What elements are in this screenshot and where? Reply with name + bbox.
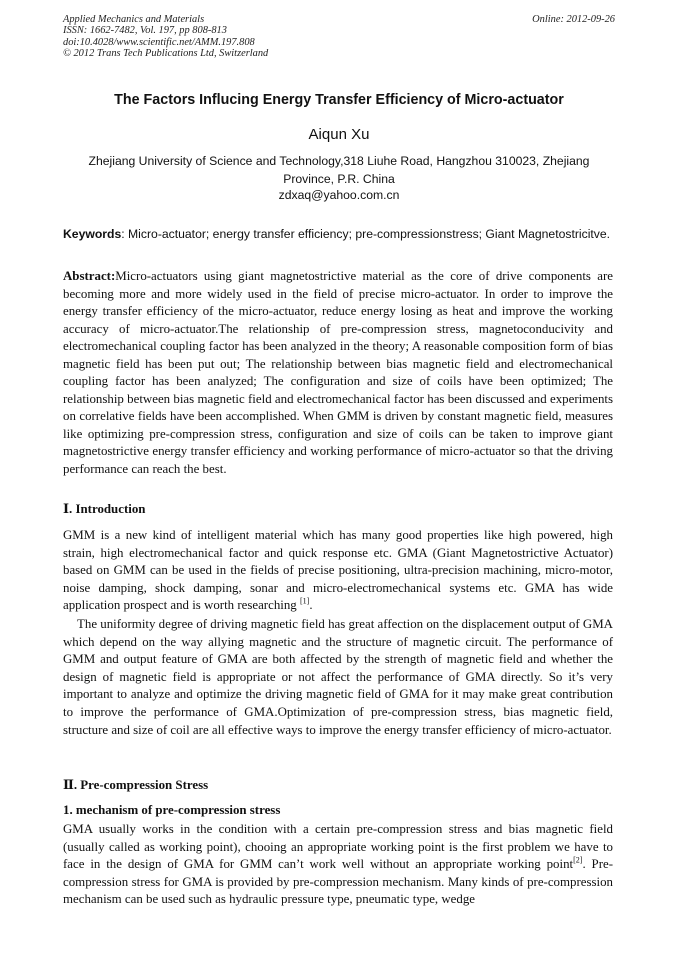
citation-ref: [2] [573, 855, 583, 865]
journal-header [63, 14, 615, 60]
intro-p1-text: GMM is a new kind of intelligent material which has many good properties like high powered, high strain, high electromechanical factor and quick response etc. GMA (Giant Magnetostrictive Actuator) based on GMM can be used in the fields of precise positioning, ultra-precision machining, micro-motor, noise damping, shock damping, sonar and micro-electromechanical systems etc. GMA has wide application prospect and is worth researching [63, 528, 613, 613]
precompression-p1-end: . Pre-compression stress for GMA is provided by pre-compression mechanism. Many kinds of pre-compression mechanism can be used such as hydraulic pressure type, pneumatic type, wedge [63, 857, 613, 907]
keywords-text: : Micro-actuator; energy transfer efficiency; pre-compressionstress; Giant Magnetostricitve. [121, 227, 611, 241]
section-heading-introduction: Ⅰ. Introduction [63, 502, 146, 516]
doi-line: doi:10.4028/www.scientific.net/AMM.197.808 [63, 36, 255, 48]
intro-paragraph-1 [63, 527, 613, 615]
abstract-label: Abstract: [63, 269, 116, 283]
affiliation: Zhejiang University of Science and Technology,318 Liuhe Road, Hangzhou 310023, Zhejiang Province, P.R. China [88, 154, 590, 186]
author-email: zdxaq@yahoo.com.cn [278, 188, 400, 202]
intro-paragraph-2: The uniformity degree of driving magnetic field has great affection on the displacement output of GMA which depend on the way allying magnetic and the structure of magnetic circuit. The performance of GMM and output feature of GMA are both affected by the strength of magnetic field and whether the design of magnetic field is appropriate or not affect the performance of GMA directly. So it’s very important to analyze and optimize the driving magnetic field of GMA for it may make great contribution to improve the performance of GMA.Optimization of pre-compression stress, bias magnetic field, structure and size of coil are all effective ways to improve the energy transfer efficiency of micro-actuator. [63, 617, 613, 737]
keywords-label: Keywords [63, 227, 122, 241]
citation-ref: [1] [299, 597, 310, 607]
copyright-line: © 2012 Trans Tech Publications Ltd, Switzerland [63, 48, 269, 60]
precompression-paragraph-1 [63, 821, 613, 909]
keywords [63, 226, 613, 244]
section-heading-precompression: Ⅱ. Pre-compression Stress [63, 778, 209, 792]
paper-title: The Factors Influcing Energy Transfer Efficiency of Micro-actuator [114, 92, 564, 108]
abstract [63, 268, 613, 478]
intro-p1-end: . [309, 598, 313, 613]
author-name: Aiqun Xu [308, 126, 370, 143]
online-date: Online: 2012-09-26 [532, 14, 615, 25]
issn-line: ISSN: 1662-7482, Vol. 197, pp 808-813 [63, 25, 227, 37]
abstract-text: Micro-actuators using giant magnetostrictive material as the core of drive components are becoming more and more widely used in the field of precise micro-actuator. In order to improve the energy transfer efficiency of the micro-actuator, reduce energy losing as heat and improve the working accuracy of micro-actuator.The relationship of pre-compression stress, magnetoconducivity and electromechanical coupling factor has been analyzed in the theory; A reasonable composition form of bias magnetic field has been put out; The relationship between bias magnetic field and electromechanical coupling factor has been analyzed; The configuration and size of coils have been optimized; The relationship between bias magnetic field and electromechanical factor has been discussed and experiments on correlative fields have been accomplished. When GMM is driven by constant magnetic field, measures like optimizing pre-compression stress, configuration and size of coils can be taken to improve giant magnetostrictive energy transfer efficiency and working performance of micro-actuator so that the driving performance can reach the best. [63, 269, 613, 476]
subsection-heading-mechanism: 1. mechanism of pre-compression stress [63, 803, 281, 817]
precompression-p1-text: GMA usually works in the condition with a certain pre-compression stress and bias magnetic field (usually called as working point), chooing an appropriate working point is the first problem we have to face in the design of GMA for GMM can’t work well without an appropriate working point [63, 822, 613, 872]
journal-name: Applied Mechanics and Materials [63, 14, 205, 25]
